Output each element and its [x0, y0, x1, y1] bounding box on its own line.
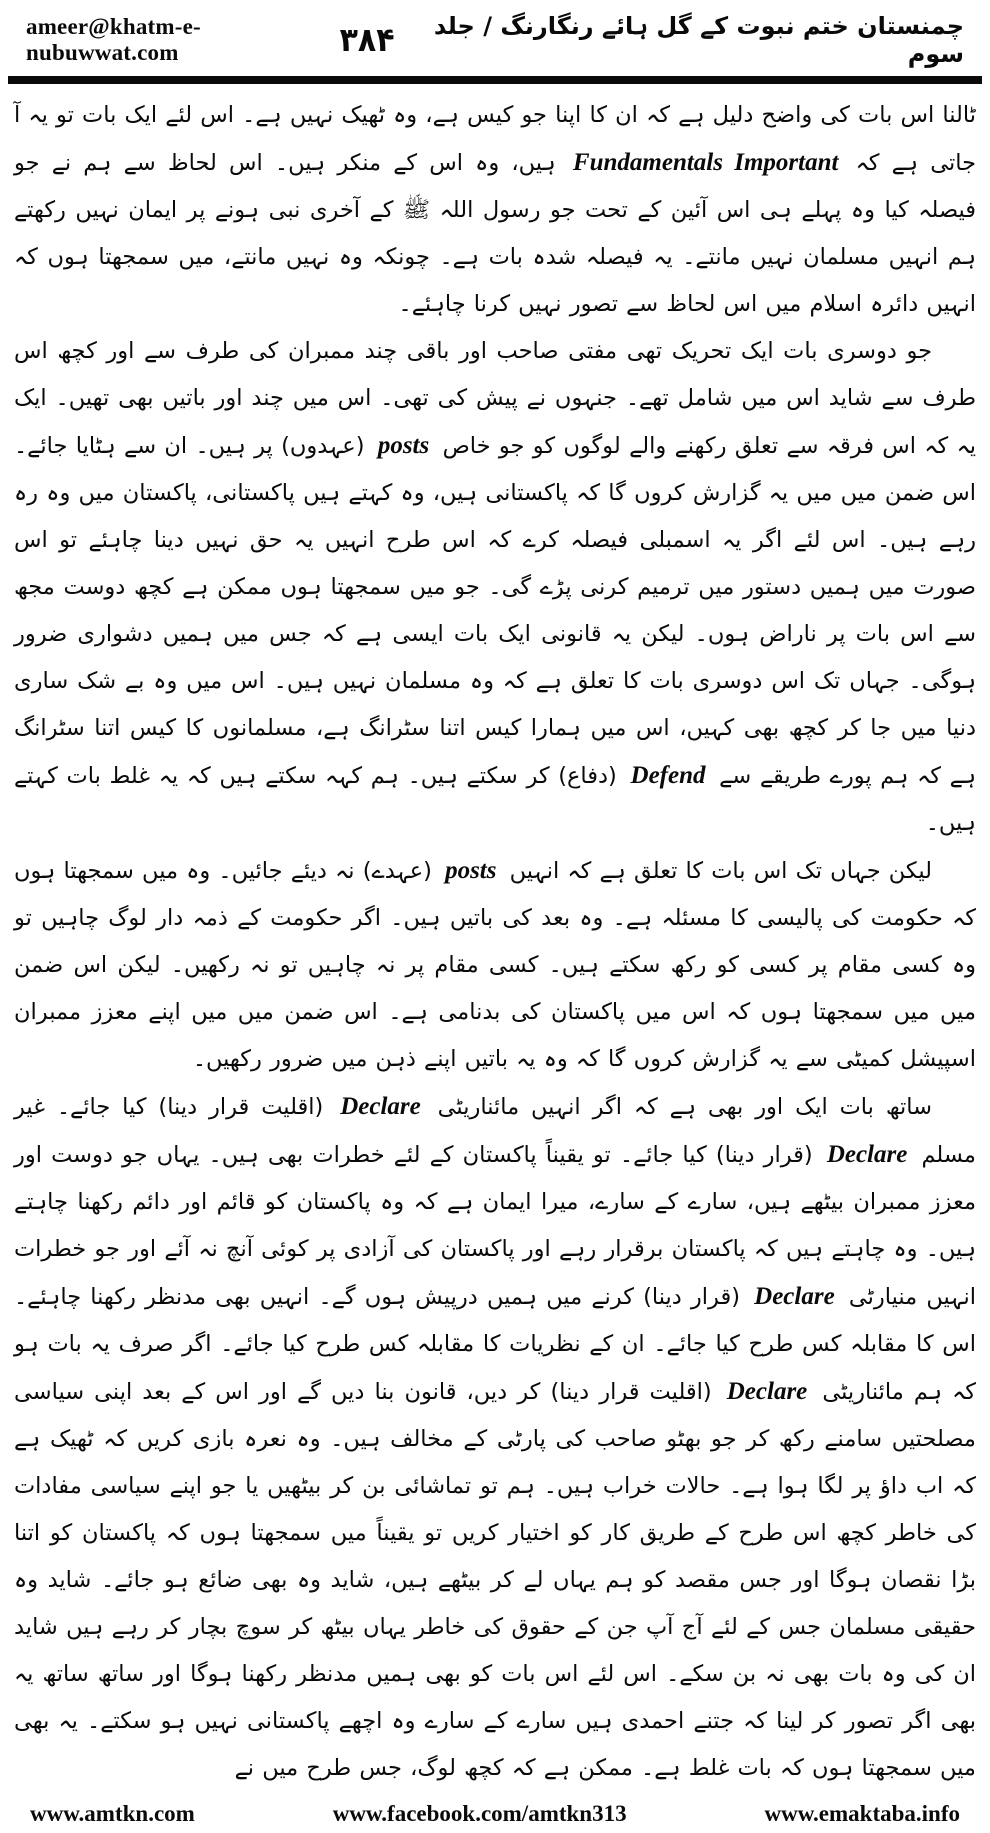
footer-link-emaktaba: www.emaktaba.info: [764, 1801, 960, 1826]
page-number: ۳۸۴: [339, 20, 395, 60]
paragraph: [14, 92, 976, 328]
urdu-text-run: ہیں، وہ اس کے منکر ہیں۔ اس لحاظ سے ہم نے جو فیصلہ کیا وہ پہلے ہی اس آئین کے تحت جو رسول اللہ ﷺ کے آخری نبی ہونے پر ایمان نہیں رکھتے ہم انہیں مسلمان نہیں مانتے۔ یہ فیصلہ شدہ بات ہے۔ چونکہ وہ نہیں مانتے، میں سمجھتا ہوں کہ انہیں دائرہ اسلام میں اس لحاظ سے تصور نہیں کرنا چاہئے۔: [14, 150, 976, 317]
book-title: چمنستان ختم نبوت کے گل ہائے رنگارنگ / جلد سوم: [433, 12, 964, 68]
english-text-run: posts: [445, 857, 497, 884]
urdu-text-run: (قرار دینا) کرنے میں ہمیں درپیش ہوں گے۔ انہیں بھی مدنظر رکھنا چاہئے۔ اس کا مقابلہ کس طرح کیا جائے۔ ان کے نظریات کا مقابلہ کس طرح کیا جائے۔ اگر صرف یہ بات ہو کہ ہم مائناریٹی: [14, 1284, 977, 1405]
contact-email: ameer@khatm-e-nubuwwat.com: [26, 14, 201, 65]
urdu-text-run: ٹالنا اس بات کی واضح دلیل ہے کہ ان کا اپنا جو کیس ہے، وہ ٹھیک نہیں ہے۔ اس لئے ایک بات تو یہ آ جاتی ہے کہ: [14, 102, 976, 176]
page-footer: [0, 1794, 990, 1833]
page-header: [0, 0, 990, 72]
page-body-text: [0, 84, 990, 1792]
english-text-run: Declare: [826, 1141, 908, 1168]
urdu-text-run: ساتھ بات ایک اور بھی ہے کہ اگر انہیں مائناریٹی: [437, 1094, 933, 1120]
urdu-text-run: لیکن جہاں تک اس بات کا تعلق ہے کہ انہیں: [509, 858, 933, 884]
urdu-text-run: (عہدے) نہ دیئے جائیں۔ وہ میں سمجھتا ہوں کہ حکومت کی پالیسی کا مسئلہ ہے۔ وہ بعد کی باتیں ہیں۔ اگر حکومت کے ذمہ دار لوگ چاہیں تو وہ کسی مقام پر کسی کو رکھ سکتے ہیں۔ کسی مقام پر نہ چاہیں تو نہ رکھیں۔ لیکن اس ضمن میں میں سمجھتا ہوں کہ اس میں پاکستان کی بدنامی ہے۔ اس ضمن میں میں اپنے معزز ممبران اسپیشل کمیٹی سے یہ گزارش کروں گا کہ وہ یہ باتیں اپنے ذہن میں ضرور رکھیں۔: [14, 858, 976, 1072]
english-text-run: Declare: [340, 1093, 421, 1120]
header-divider-rule: [8, 76, 982, 84]
urdu-text-run: (اقلیت قرار دینا) کیا جائے۔ غیر مسلم: [14, 1094, 976, 1168]
english-text-run: Defend: [630, 762, 706, 789]
urdu-text-run: (دفاع) کر سکتے ہیں۔ ہم کہہ سکتے ہیں کہ یہ غلط بات کہتے ہیں۔: [14, 763, 976, 836]
urdu-text-run: (قرار دینا) کیا جائے۔ تو یقیناً پاکستان کے لئے خطرات بھی ہیں۔ یہاں جو دوست اور معزز ممبران بیٹھے ہیں، سارے کے سارے، میرا ایمان ہے کہ وہ پاکستان کو قائم اور دائم رکھنا چاہتے ہیں۔ وہ چاہتے ہیں کہ پاکستان برقرار رہے اور پاکستان کی آزادی پر کوئی آنچ نہ آئے اور جو خطرات انہیں منیارٹی: [14, 1142, 976, 1310]
english-text-run: Declare: [754, 1283, 835, 1310]
urdu-text-run: (اقلیت قرار دینا) کر دیں، قانون بنا دیں گے اور اس کے بعد اپنی سیاسی مصلحتیں سامنے رکھ کر جو بھٹو صاحب کی پارٹی کے مخالف ہیں۔ وہ نعرہ بازی کریں کہ ٹھیک ہے کہ اب داؤ پر لگا ہوا ہے۔ حالات خراب ہیں۔ ہم تو تماشائی بن کر بیٹھیں یا جو اپنے سیاسی مفادات کی خاطر کچھ اس طرح کے طریق کار کو اختیار کریں تو یقیناً میں سمجھتا ہوں کہ پاکستان کو اتنا بڑا نقصان ہوگا اور جس مقصد کو ہم یہاں لے کر بیٹھے ہیں، شاید وہ بھی ضائع ہو جائے۔ شاید وہ حقیقی مسلمان جس کے لئے آج آپ جن کے حقوق کی خاطر یہاں بیٹھ کر سوچ بچار کر رہے ہیں شاید ان کی وہ بات بھی نہ بن سکے۔ اس لئے اس بات کو بھی ہمیں مدنظر رکھنا ہوگا اور ساتھ ساتھ یہ بھی اگر تصور کر لینا کہ جتنے احمدی ہیں سارے کے سارے وہ اچھے پاکستانی نہیں ہو سکتے۔ یہ بھی میں سمجھتا ہوں کہ بات غلط ہے۔ ممکن ہے کہ کچھ لوگ، جس طرح میں نے: [14, 1379, 976, 1781]
footer-link-facebook: www.facebook.com/amtkn313: [332, 1801, 627, 1826]
footer-link-amtkn: www.amtkn.com: [30, 1801, 195, 1826]
english-text-run: posts: [377, 432, 430, 459]
paragraph: [14, 847, 976, 1083]
urdu-text-run: (عہدوں) پر ہیں۔ ان سے ہٹایا جائے۔ اس ضمن میں میں یہ گزارش کروں گا کہ پاکستانی ہیں، وہ کہتے ہیں پاکستانی، پاکستان میں وہ رہ رہے ہیں۔ اس لئے اگر یہ اسمبلی فیصلہ کرے کہ اس طرح انہیں یہ حق نہیں دینا چاہئے تو اس صورت میں ہمیں دستور میں ترمیم کرنی پڑے گی۔ جو میں سمجھتا ہوں ممکن ہے کچھ دوست مجھ سے اس بات پر ناراض ہوں۔ لیکن یہ قانونی ایک بات ایسی ہے کہ جس میں ہمیں دشواری ضرور ہوگی۔ جہاں تک اس دوسری بات کا تعلق ہے کہ وہ مسلمان نہیں ہیں۔ اس میں وہ بے شک ساری دنیا میں جا کر کچھ بھی کہیں، اس میں ہمارا کیس اتنا سٹرانگ ہے، مسلمانوں کا کیس اتنا سٹرانگ ہے کہ ہم پورے طریقے سے: [14, 433, 977, 789]
english-text-run: Fundamentals Important: [572, 149, 839, 176]
english-text-run: Declare: [726, 1378, 808, 1405]
urdu-text-run: جو دوسری بات ایک تحریک تھی مفتی صاحب اور باقی چند ممبران کی طرف سے اور کچھ اس طرف سے شاید اس میں شامل تھے۔ جنہوں نے پیش کی تھی۔ اس میں چند اور باتیں بھی تھیں۔ ایک یہ کہ اس فرقہ سے تعلق رکھنے والے لوگوں کو جو خاص: [14, 338, 977, 459]
paragraph: [14, 1083, 976, 1792]
paragraph: [14, 328, 976, 847]
